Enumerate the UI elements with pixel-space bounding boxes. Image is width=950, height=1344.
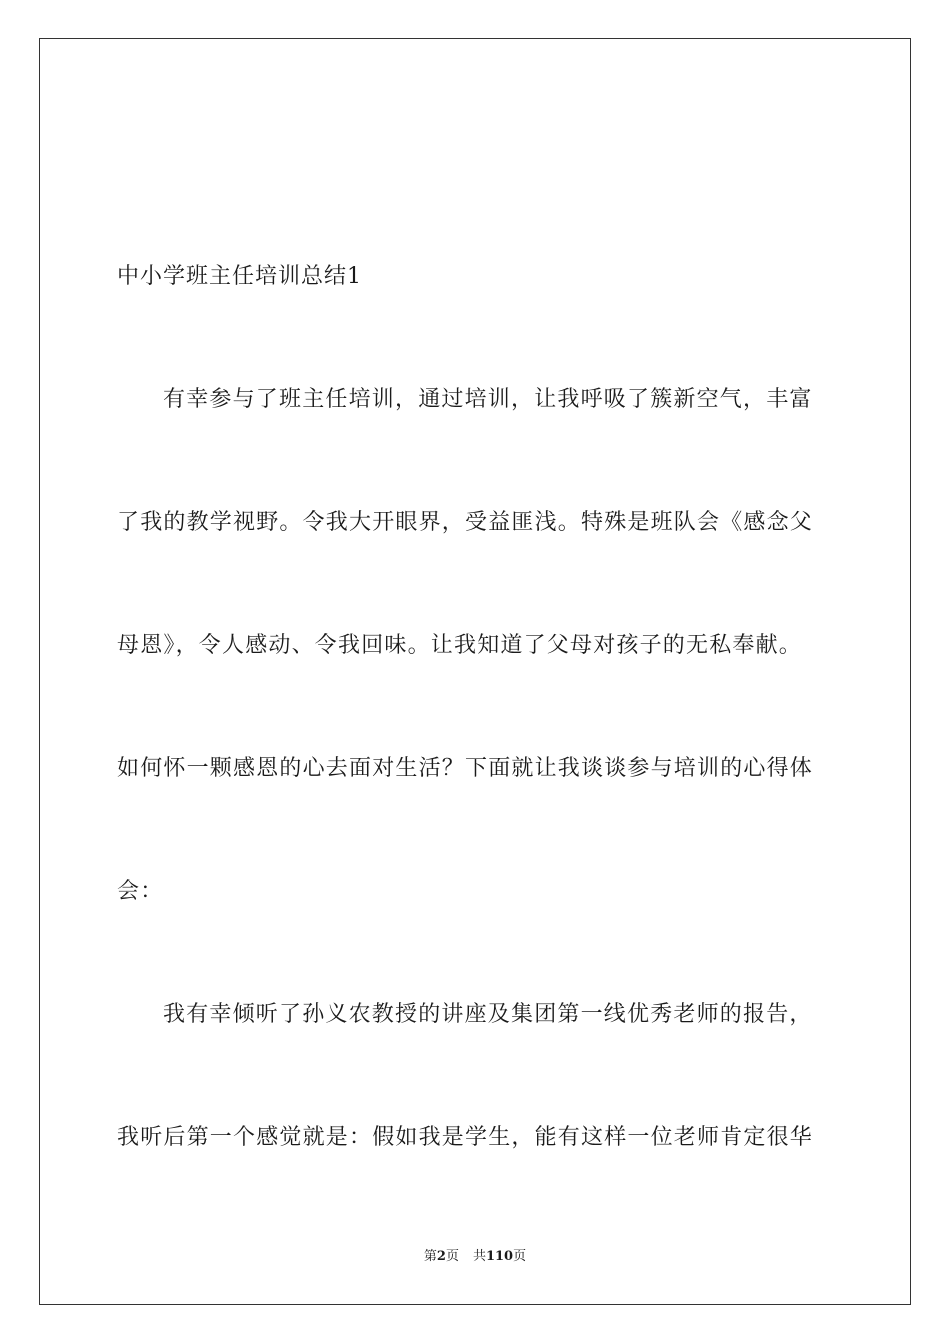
paragraph-line-3: 母恩》，令人感动、令我回味。让我知道了父母对孩子的无私奉献。 xyxy=(117,633,803,658)
paragraph-line-4: 如何怀一颗感恩的心去面对生活？下面就让我谈谈参与培训的心得体 xyxy=(117,756,814,781)
page-prefix: 第 xyxy=(423,1249,437,1264)
paragraph-line-7: 我听后第一个感觉就是：假如我是学生，能有这样一位老师肯定很华 xyxy=(117,1125,814,1150)
total-suffix: 页 xyxy=(513,1249,527,1264)
page-suffix: 页 xyxy=(445,1249,459,1264)
paragraph-line-2: 了我的教学视野。令我大开眼界，受益匪浅。特殊是班队会《感念父 xyxy=(117,510,814,535)
total-page-number: 110 xyxy=(485,1249,514,1264)
paragraph-line-5: 会： xyxy=(117,879,164,904)
paragraph-line-6: 我有幸倾听了孙义农教授的讲座及集团第一线优秀老师的报告， xyxy=(163,1002,813,1027)
document-title: 中小学班主任培训总结1 xyxy=(117,264,362,289)
paragraph-line-1: 有幸参与了班主任培训，通过培训，让我呼吸了簇新空气，丰富 xyxy=(163,387,813,412)
page-footer xyxy=(0,1248,950,1266)
total-prefix: 共 xyxy=(472,1249,486,1264)
current-page-number: 2 xyxy=(436,1249,446,1264)
page-border xyxy=(39,38,911,1305)
